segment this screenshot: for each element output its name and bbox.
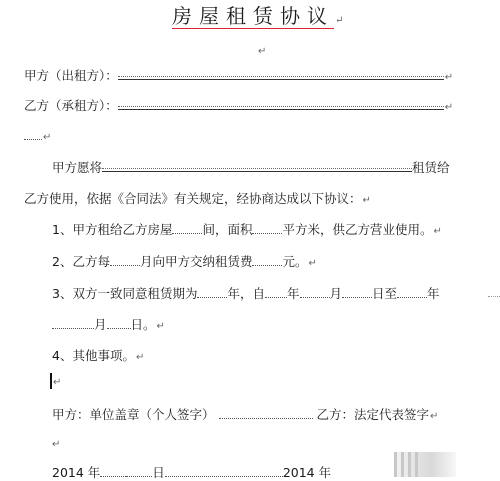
paragraph-mark: ↵ xyxy=(52,439,61,450)
clause-1: 1、甲方租给乙方房屋 间，面积 平方米，供乙方营业使用。↵ xyxy=(52,222,442,237)
start-year-field[interactable] xyxy=(265,286,287,298)
date-line: 2014 年 日 2014 年 xyxy=(52,465,332,480)
months-field[interactable] xyxy=(110,254,140,266)
intro-line-2: 乙方使用，依据《合同法》有关规定，经协商达成以下协议：↵ xyxy=(24,191,371,206)
clause-2: 2、乙方每 月向甲方交纳租赁费 元。↵ xyxy=(52,254,317,269)
page-edge-graphic xyxy=(394,452,456,477)
start-day-field[interactable] xyxy=(342,286,372,298)
party-a-line: 甲方（出租方）： ↵ xyxy=(24,68,454,83)
party-a-field[interactable] xyxy=(118,67,444,80)
party-b-signature-label: 乙方：法定代表签字 xyxy=(316,407,430,422)
lease-years-field[interactable] xyxy=(197,286,227,298)
paragraph-mark: ↵ xyxy=(258,46,267,57)
party-a-label: 甲方（出租方）： xyxy=(24,68,118,83)
end-day-field[interactable] xyxy=(107,317,131,329)
end-month-field[interactable] xyxy=(52,317,94,329)
clause-4: 4、其他事项。↵ xyxy=(52,348,145,363)
party-b-field[interactable] xyxy=(118,97,444,110)
end-year-field[interactable] xyxy=(397,286,427,298)
property-field[interactable] xyxy=(102,159,412,172)
party-b-label: 乙方（承租方）： xyxy=(24,98,118,113)
start-month-field[interactable] xyxy=(300,286,330,298)
paragraph-mark: ↵ xyxy=(53,377,62,388)
line-overflow-mark xyxy=(488,296,500,297)
intro-line: 甲方愿将 租赁给 xyxy=(52,160,450,175)
signature-line: 甲方：单位盖章（个人签字） 乙方：法定代表签字↵ xyxy=(52,407,439,422)
area-field[interactable] xyxy=(252,222,282,234)
document-title: 房屋租赁协议↵ xyxy=(172,4,351,28)
clause-3-continued: 月 日。↵ xyxy=(52,317,165,335)
party-b-field-continued: ↵ xyxy=(24,128,51,146)
party-a-signature-label: 甲方：单位盖章（个人签字） xyxy=(52,407,215,422)
party-b-line: 乙方（承租方）： ↵ xyxy=(24,98,454,113)
rooms-field[interactable] xyxy=(172,222,202,234)
text-cursor xyxy=(50,373,52,389)
rent-field[interactable] xyxy=(252,254,282,266)
clause-3: 3、双方一致同意租赁期为 年，自 年 月 日至 年 xyxy=(52,286,440,301)
